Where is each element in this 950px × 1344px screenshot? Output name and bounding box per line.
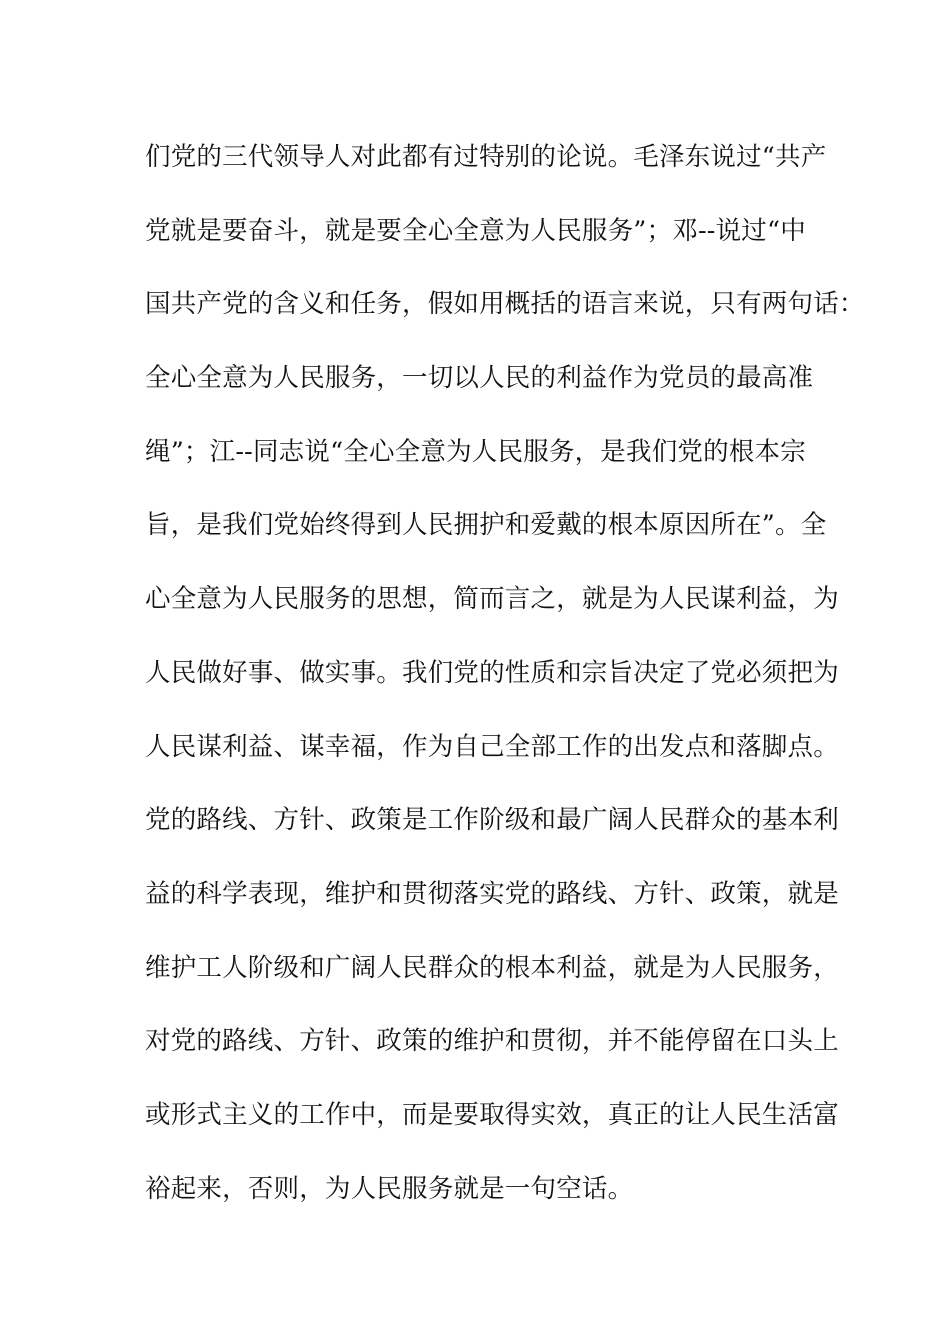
text-line: 裕起来，否则，为人民服务就是一句空话。 (145, 1173, 634, 1204)
text-line: 人民做好事、做实事。我们党的性质和宗旨决定了党必须把为 (145, 657, 839, 688)
text-line: 或形式主义的工作中，而是要取得实效，真正的让人民生活富 (145, 1099, 839, 1130)
text-line: 益的科学表现，维护和贯彻落实党的路线、方针、政策，就是 (145, 878, 839, 909)
text-line: 旨，是我们党始终得到人民拥护和爱戴的根本原因所在”。全 (145, 510, 827, 541)
text-line: 党的路线、方针、政策是工作阶级和最广阔人民群众的基本利 (145, 805, 839, 836)
body-text (145, 129, 865, 1234)
text-line: 党就是要奋斗，就是要全心全意为人民服务”；邓--说过“中 (145, 215, 806, 246)
text-line: 们党的三代领导人对此都有过特别的论说。毛泽东说过“共产 (145, 142, 827, 172)
text-line: 维护工人阶级和广阔人民群众的根本利益，就是为人民服务， (145, 952, 839, 983)
text-line: 国共产党的含义和任务，假如用概括的语言来说，只有两句话： (145, 289, 865, 320)
text-line: 绳”；江--同志说“全心全意为人民服务，是我们党的根本宗 (145, 436, 806, 467)
text-line: 对党的路线、方针、政策的维护和贯彻，并不能停留在口头上 (145, 1026, 839, 1057)
text-line: 全心全意为人民服务，一切以人民的利益作为党员的最高准 (145, 363, 814, 394)
text-line: 心全意为人民服务的思想，简而言之，就是为人民谋利益，为 (145, 584, 839, 615)
text-line: 人民谋利益、谋幸福，作为自己全部工作的出发点和落脚点。 (145, 731, 839, 762)
